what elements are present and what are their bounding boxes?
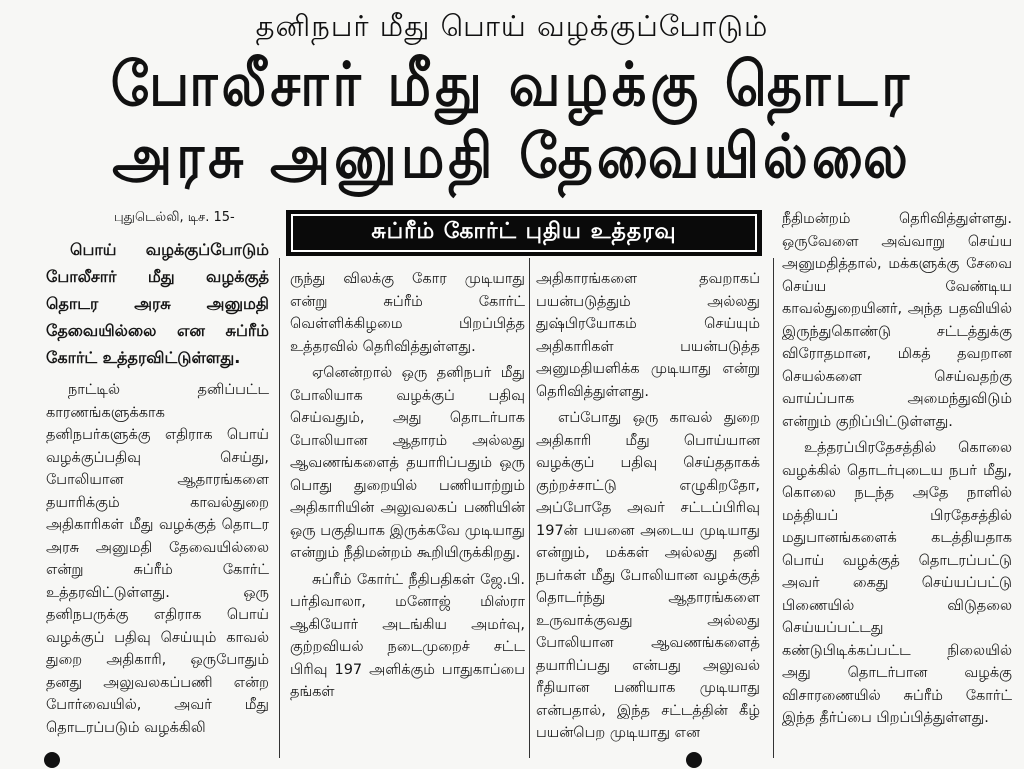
bullet-dot-icon (686, 752, 702, 768)
article-column-4 (782, 208, 1012, 734)
subheading-box (286, 210, 762, 256)
column-divider (773, 258, 774, 758)
dateline: புதுடெல்லி, டிச. 15- (114, 210, 235, 225)
lead-paragraph: பொய் வழக்குப்போடும் போலீசார் மீது வழக்குத் தொடர அரசு அனுமதி தேவையில்லை என சுப்ரீம் கோர்ட் உத்தரவிட்டுள்ளது. (46, 240, 269, 367)
bullet-dot-icon (44, 752, 60, 768)
article-column-2 (290, 268, 525, 708)
column-divider (529, 258, 530, 758)
article-column-1 (46, 208, 269, 743)
body-paragraph: நாட்டில் தனிப்பட்ட காரணங்களுக்காக தனிநபர்களுக்கு எதிராக பொய் வழக்குப்பதிவு செய்து, போலியான ஆதாரங்களை தயாரிக்கும் காவல்துறை அதிகாரிகள் மீது வழக்குத் தொடர அரசு அனுமதி தேவையில்லை என்று சுப்ரீம் கோர்ட் உத்தரவிட்டுள்ளது. ஒரு தனிநபருக்கு எதிராக பொய் வழக்குப் பதிவு செய்யும் காவல் துறை அதிகாரி, ஒருபோதும் தனது அலுவலகப்பணி என்ற போர்வையில், அவர் மீது தொடரப்படும் வழக்கிலி (46, 382, 269, 736)
body-paragraph: எப்போது ஒரு காவல் துறை அதிகாரி மீது பொய்யான வழக்குப் பதிவு செய்ததாகக் குற்றச்சாட்டு எழுகிறதோ, அப்போதே அவர் சட்டப்பிரிவு 197ன் பயனை அடைய முடியாது என்றும், மக்கள் அல்லது தனி நபர்கள் மீது போலியான வழக்குத் தொடர்ந்து ஆதாரங்களை உருவாக்குவது அல்லது போலியான ஆவணங்களைத் தயாரிப்பது என்பது அலுவல் ரீதியான பணியாக முடியாது என்பதால், இந்த சட்டத்தின் கீழ் பயன்பெற முடியாது என (536, 410, 760, 741)
article-column-3 (536, 268, 760, 749)
body-paragraph: நீதிமன்றம் தெரிவித்துள்ளது. ஒருவேளை அவ்வாறு செய்ய அனுமதித்தால், மக்களுக்கு சேவை செய்ய வேண்டிய காவல்துறையினர், அந்த பதவியில் இருந்துகொண்டு சட்டத்துக்கு விரோதமான, மிகத் தவறான செயல்களை செய்வதற்கு வாய்ப்பாக அமைந்துவிடும் என்றும் குறிப்பிட்டுள்ளது. (782, 211, 1012, 430)
body-paragraph: உத்தரப்பிரதேசத்தில் கொலை வழக்கில் தொடர்புடைய நபர் மீது, கொலை நடந்த அதே நாளில் மத்தியப் பிரதேசத்தில் மதுபானங்களைக் கடத்தியதாக பொய் வழக்குத் தொடரப்பட்டு அவர் கைது செய்யப்பட்டு பிணையில் விடுதலை செய்யப்பட்டது கண்டுபிடிக்கப்பட்ட நிலையில் அது தொடர்பான வழக்கு விசாரணையில் சுப்ரீம் கோர்ட் இந்த தீர்ப்பை பிறப்பித்துள்ளது. (782, 440, 1012, 726)
subheading: சுப்ரீம் கோர்ட் புதிய உத்தரவு (291, 214, 757, 252)
main-headline-line-1: போலீசார் மீது வழக்கு தொடர (110, 49, 914, 120)
body-paragraph: சுப்ரீம் கோர்ட் நீதிபதிகள் ஜே.பி. பர்திவாலா, மனோஜ் மிஸ்ரா ஆகியோர் அடங்கிய அமர்வு, குற்றவியல் நடைமுறைச் சட்ட பிரிவு 197 அளிக்கும் பாதுகாப்பை தங்கள் (290, 571, 525, 700)
body-paragraph: அதிகாரங்களை தவறாகப் பயன்படுத்தும் அல்லது துஷ்பிரயோகம் செய்யும் அதிகாரிகள் பயன்படுத்த அனுமதியளிக்க முடியாது என்று தெரிவித்துள்ளது. (536, 271, 760, 400)
body-paragraph: ஏனென்றால் ஒரு தனிநபர் மீது போலியாக வழக்குப் பதிவு செய்வதும், அது தொடர்பாக போலியான ஆதாரம் அல்லது ஆவணங்களைத் தயாரிப்பதும் ஒரு பொது துறையில் பணியாற்றும் அதிகாரியின் அலுவலகப் பணியின் ஒரு பகுதியாக இருக்கவே முடியாது என்றும் நீதிமன்றம் கூறியிருக்கிறது. (290, 365, 525, 561)
kicker-headline: தனிநபர் மீது பொய் வழக்குப்போடும் (255, 9, 769, 43)
column-divider (279, 258, 280, 758)
main-headline-line-2: அரசு அனுமதி தேவையில்லை (112, 121, 912, 192)
body-paragraph: ருந்து விலக்கு கோர முடியாது என்று சுப்ரீம் கோர்ட் வெள்ளிக்கிழமை பிறப்பித்த உத்தரவில் தெரிவித்துள்ளது. (290, 271, 525, 355)
